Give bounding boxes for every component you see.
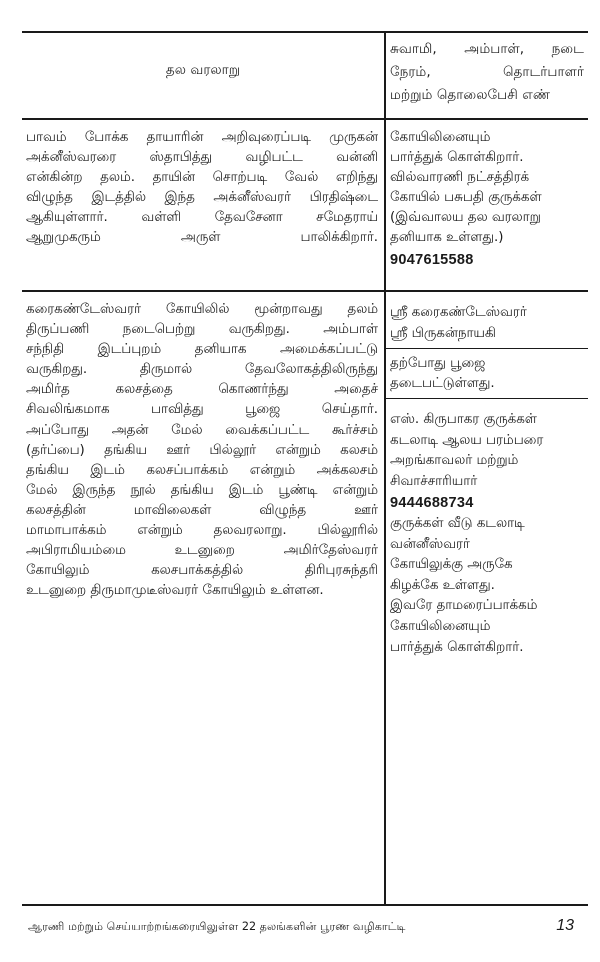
phone-number: 9444688734 <box>390 495 474 512</box>
history-line: உடனுறை திருமாமுடீஸ்வரர் கோயிலும் உள்ளன. <box>26 583 324 599</box>
address-line: பார்த்துக் கொள்கிறார். <box>390 639 524 655</box>
table-top-border <box>22 31 588 33</box>
row1-history <box>26 128 378 247</box>
history-line: தங்கிய இடம் கலசப்பாக்கம் என்றும் அக்கலசம் <box>26 462 378 478</box>
info-column-header <box>390 38 584 107</box>
contact-line: கடலாடி ஆலய பரம்பரை <box>390 432 544 448</box>
info-line: தனியாக உள்ளது.) <box>390 229 504 245</box>
history-line: சிவலிங்கமாக பாவித்து பூஜை செய்தார். <box>26 402 378 418</box>
header-bottom-border <box>22 118 588 120</box>
history-line: மேல் இருந்த நூல் தங்கிய இடம் பூண்டி என்றும் <box>26 482 378 498</box>
address-line: கோயிலுக்கு அருகே <box>390 557 513 573</box>
page-number: 13 <box>556 917 574 934</box>
history-line: சந்நிதி இடப்புறம் தனியாக அமைக்கப்பட்டு <box>26 342 378 358</box>
header-line: சுவாமி, அம்பாள், நடை <box>390 41 584 57</box>
address-line: இவரே தாமரைப்பாக்கம் <box>390 598 538 614</box>
row2-pooja-status <box>390 354 584 394</box>
address-line: கிழக்கே உள்ளது. <box>390 577 495 593</box>
row2-contact <box>390 410 584 658</box>
history-line: அக்னீஸ்வரரை ஸ்தாபித்து வழிபட்ட வன்னி <box>26 149 378 165</box>
pooja-line: தடைபட்டுள்ளது. <box>390 376 495 391</box>
contact-line: சிவாச்சாரியார் <box>390 473 478 489</box>
history-line: கோயிலும் கலசபாக்கத்தில் திரிபுரசுந்தரி <box>26 563 378 579</box>
history-line: கலசத்தின் மாவிலைகள் விழுந்த ஊர் <box>26 502 378 518</box>
pooja-line: தற்போது பூஜை <box>390 356 486 371</box>
phone-number: 9047615588 <box>390 252 474 269</box>
history-line: அமிர்த கலசத்தை கொணர்ந்து அதைச் <box>26 382 378 398</box>
row2-history <box>26 300 378 601</box>
history-line: கரைகண்டேஸ்வரர் கோயிலில் மூன்றாவது தலம் <box>26 302 378 317</box>
history-line: பாவம் போக்க தாயாரின் அறிவுரைப்படி முருகன் <box>26 130 378 145</box>
address-line: குருக்கள் வீடு கடலாடி <box>390 515 525 531</box>
contact-line: எஸ். கிருபாகர குருக்கள் <box>390 412 537 427</box>
history-line: அப்போது அதன் மேல் வைக்கப்பட்ட கூர்ச்சம் <box>26 422 378 438</box>
contact-line: அறங்காவலர் மற்றும் <box>390 453 519 469</box>
history-line: (தர்ப்பை) தங்கிய ஊர் பில்லூர் என்றும் கலசம் <box>26 442 378 458</box>
history-line: திருப்பணி நடைபெற்று வருகிறது. அம்பாள் <box>26 322 378 338</box>
deity-name: ஸ்ரீ கரைகண்டேஸ்வரர் <box>390 305 527 320</box>
history-line: ஆறுமுகரும் அருள் பாலிக்கிறார். <box>26 229 378 245</box>
history-line: வருகிறது. திருமால் தேவலோகத்திலிருந்து <box>26 362 378 378</box>
history-line: விழுந்த இடத்தில் இந்த அக்னீஸ்வரர் பிரதிஷ்டை <box>26 189 378 205</box>
book-title-footer: ஆரணி மற்றும் செய்யாற்றங்கரையிலுள்ள 22 தலங்களின் பூரண வழிகாட்டி <box>28 920 406 933</box>
history-column-header: தல வரலாறு <box>165 62 241 78</box>
history-line: ஆகியுள்ளார். வள்ளி தேவசேனா சமேதராய் <box>26 209 378 225</box>
row1-info <box>390 128 584 271</box>
header-line: நேரம், தொடர்பாளர் <box>390 64 584 80</box>
history-line: அபிராமியம்மை உடனுறை அமிர்தேஸ்வரர் <box>26 543 378 559</box>
deities-divider <box>385 348 588 349</box>
row2-deities <box>390 302 584 344</box>
info-line: கோயில் பசுபதி குருக்கள் <box>390 189 542 205</box>
history-line: என்கின்ற தலம். தாயின் சொற்படி வேல் எறிந்து <box>26 169 378 185</box>
info-line: கோயிலினையும் <box>390 130 491 145</box>
info-line: வில்வாரணி நட்சத்திரக் <box>390 169 530 185</box>
address-line: கோயிலினையும் <box>390 618 491 634</box>
info-line: பார்த்துக் கொள்கிறார். <box>390 149 524 165</box>
header-line: மற்றும் தொலைபேசி எண் <box>390 87 551 103</box>
deity-name: ஸ்ரீ பிருகன்நாயகி <box>390 326 496 341</box>
history-line: மாமாபாக்கம் என்றும் தலவரலாறு. பில்லூரில் <box>26 523 378 539</box>
info-line: (இவ்வாலய தல வரலாறு <box>390 209 541 225</box>
row1-bottom-border <box>22 290 588 292</box>
column-divider <box>384 31 386 905</box>
table-bottom-border <box>22 904 588 906</box>
pooja-divider <box>385 398 588 399</box>
address-line: வன்னீஸ்வரர் <box>390 536 470 552</box>
